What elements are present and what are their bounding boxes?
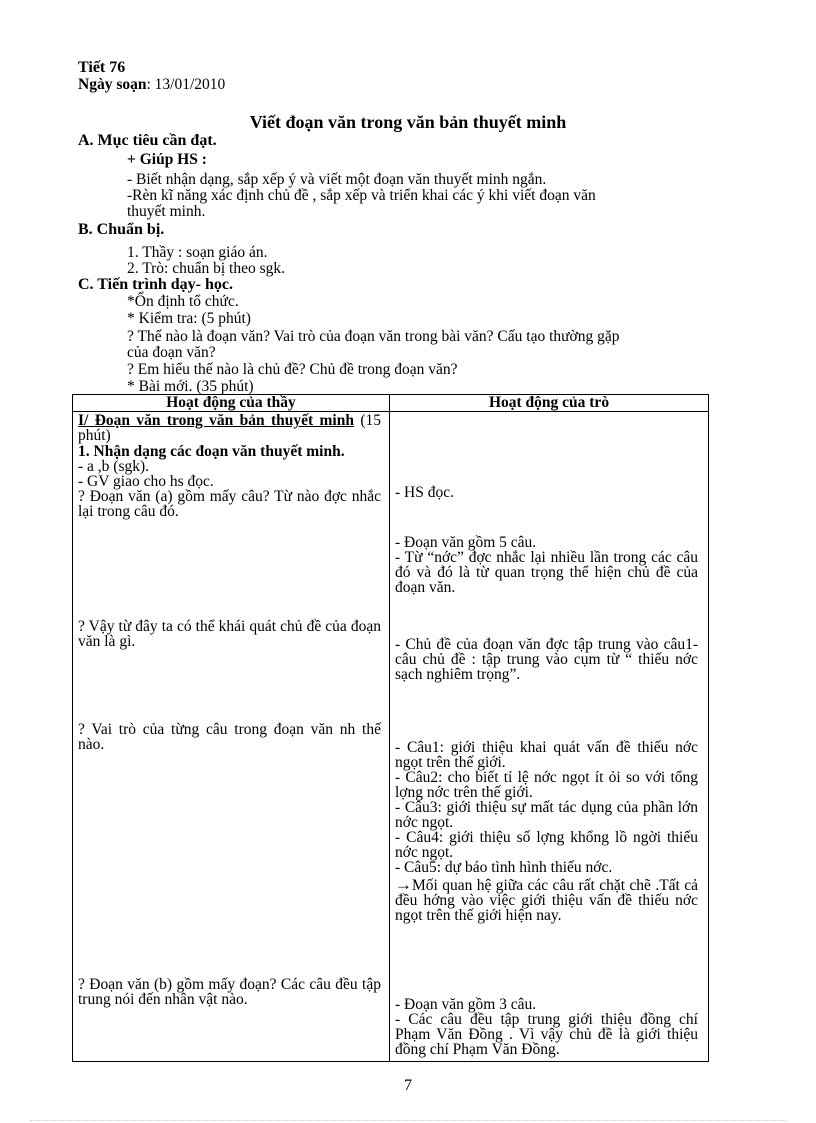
section-c-line4: của đoạn văn?	[127, 344, 216, 361]
column-header-teacher: Hoạt động của thầy	[73, 395, 390, 412]
section-b-item2: 2. Trò: chuẩn bị theo sgk.	[127, 260, 286, 277]
student-answer-4	[395, 740, 698, 923]
student-answer-2	[395, 535, 698, 595]
student-answer-5b: - Các câu đều tập trung giới thiệu đồng chí Phạm Văn Đồng . Vì vậy chủ đề là giới thiệu đồng chí Phạm Văn Đồng.	[395, 1011, 698, 1058]
student-answer-1: - HS đọc.	[395, 484, 454, 501]
section-c-line6: * Bài mới. (35 phút)	[127, 378, 254, 395]
section-c-heading: C. Tiến trình dạy- học.	[78, 276, 233, 293]
section-c-line1: *Ổn định tổ chức.	[127, 293, 239, 310]
teacher-question-3: ? Vai trò của từng câu trong đoạn văn nh thế nào.	[78, 721, 381, 753]
student-sentence-1: - Câu1: giới thiệu khai quát vấn đề thiếu nớc ngọt trên thế giới.	[395, 739, 698, 771]
student-answer-5a: - Đoạn văn gồm 3 câu.	[395, 996, 537, 1013]
date-value: : 13/01/2010	[146, 76, 226, 93]
teacher-question-2: ? Vậy từ đây ta có thể khái quát chủ đề của đoạn văn là gì.	[78, 618, 381, 650]
section-b-item1: 1. Thầy : soạn giáo án.	[127, 244, 268, 261]
student-conclusion: Mối quan hệ giữa các câu rất chặt chẽ .Tất cả đều hớng vào việc giới thiệu vấn đề thiếu nớc ngọt trên thế giới hiện nay.	[395, 877, 698, 924]
teacher-question-4: ? Đoạn văn (b) gồm mấy đoạn? Các câu đều tập trung nói đến nhân vật nào.	[78, 976, 381, 1008]
section-a-heading: A. Mục tiêu cần đạt.	[78, 132, 217, 149]
page-title: Viết đoạn văn trong văn bản thuyết minh	[249, 112, 567, 132]
column-header-student: Hoạt động của trò	[390, 395, 709, 412]
page-bottom-divider	[30, 1120, 786, 1121]
section-c-line3: ? Thế nào là đoạn văn? Vai trò của đoạn văn trong bài văn? Cấu tạo thường gặp	[127, 328, 620, 345]
section-a-line2: -Rèn kĩ năng xác định chủ đề , sắp xếp và triển khai các ý khi viết đoạn văn	[127, 187, 596, 204]
section-a-sub: + Giúp HS :	[127, 151, 207, 168]
section-a-line1: - Biết nhận dạng, sắp xếp ý và viết một đoạn văn thuyết minh ngắn.	[127, 171, 547, 188]
teacher-line-2: - GV giao cho hs đọc.	[78, 473, 214, 490]
page-number: 7	[404, 1077, 412, 1094]
teacher-line-1: - a ,b (sgk).	[78, 458, 150, 475]
section-b-heading: B. Chuẩn bị.	[78, 221, 165, 238]
student-sentence-5: - Câu5: dự báo tình hình thiếu nớc.	[395, 859, 613, 876]
section-c-line5: ? Em hiểu thế nào là chủ đề? Chủ đề trong đoạn văn?	[127, 361, 458, 378]
lesson-number: Tiết 76	[78, 59, 126, 76]
section-1-heading: I/ Đoạn văn trong văn bản thuyết minh	[78, 412, 354, 429]
subsection-1-heading: 1. Nhận dạng các đoạn văn thuyết minh.	[78, 443, 345, 460]
date-label: Ngày soạn	[78, 76, 147, 93]
student-answer-2a: - Đoạn văn gồm 5 câu.	[395, 534, 537, 551]
student-sentence-3: - Câu3: giới thiệu sự mất tác dụng của phần lớn nớc ngọt.	[395, 799, 698, 831]
student-sentence-4: - Câu4: giới thiệu số lợng khổng lồ ngời thiếu nớc ngọt.	[395, 829, 698, 861]
student-answer-5	[395, 997, 698, 1057]
teacher-section-heading	[78, 413, 381, 519]
student-sentence-2: - Câu2: cho biết tỉ lệ nớc ngọt ít ỏi so với tổng lợng nớc trên thế giới.	[395, 769, 698, 801]
student-column	[390, 412, 709, 1062]
section-a-line3: thuyết minh.	[127, 203, 206, 220]
section-1-time: (15 phút)	[78, 412, 381, 444]
preparation-date	[78, 77, 225, 92]
teacher-question-1: ? Đoạn văn (a) gồm mấy câu? Từ nào đợc nhắc lại trong câu đó.	[78, 488, 381, 520]
student-answer-2b: - Từ “nớc” đợc nhắc lại nhiều lần trong các câu đó và đó là từ quan trọng thể hiện chủ đề của đoạn văn.	[395, 549, 698, 596]
student-answer-3: - Chủ đề của đoạn văn đợc tập trung vào câu1- câu chủ đề : tập trung vào cụm từ “ thiếu nớc sạch nghiêm trọng”.	[395, 636, 698, 683]
arrow-right-icon: →	[395, 875, 412, 894]
section-c-line2: * Kiểm tra: (5 phút)	[127, 310, 251, 327]
